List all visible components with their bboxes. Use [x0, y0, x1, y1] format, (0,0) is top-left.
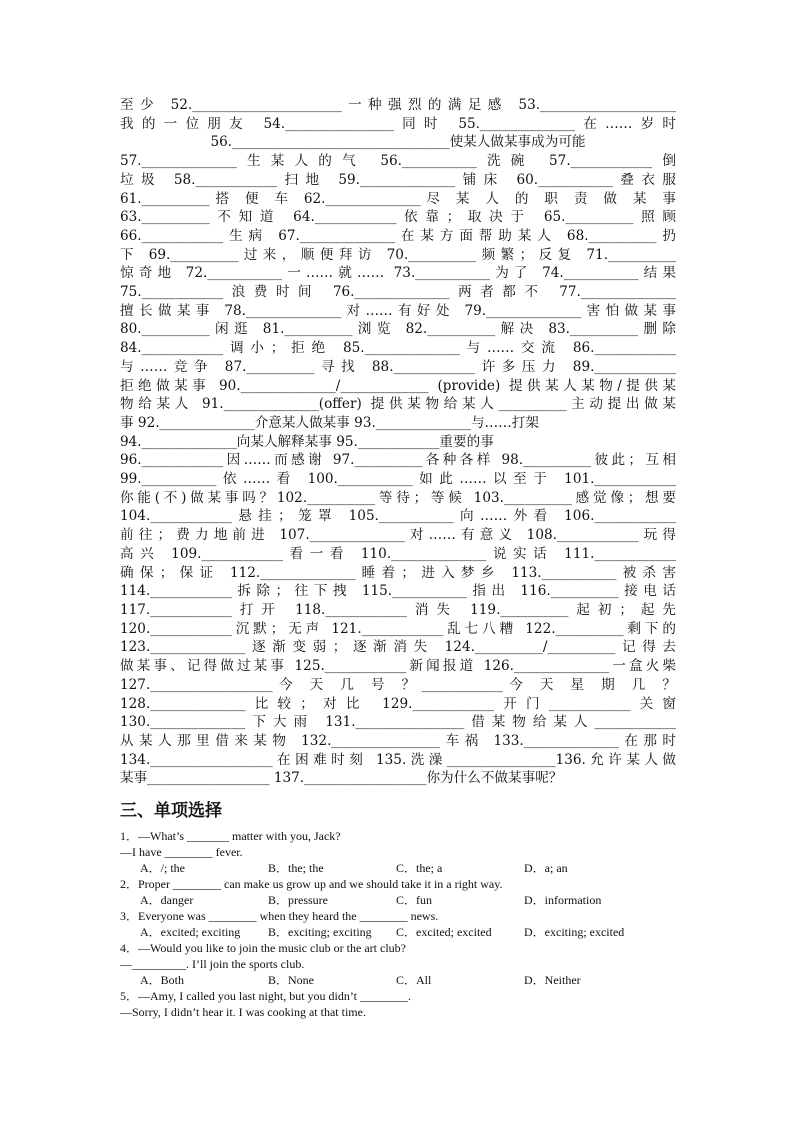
option-b[interactable]: B．None — [268, 973, 314, 987]
vocab-line: 123.______________逐渐变弱；逐渐消失 124.__________/__________记得去 — [120, 639, 676, 656]
question-4 — [120, 940, 676, 988]
vocab-line: 做某事、记得做过某事 125.____________新闻报道 126.______________一盒火柴 — [120, 658, 676, 675]
vocab-line: 某事__________________ 137.__________________你为什么不做某事呢？ — [120, 770, 563, 787]
vocab-line: 擅长做某事 78.______________对……有好处 79.______________害怕做某事 — [120, 302, 676, 319]
vocab-line: 114.____________拆除；往下拽 115.___________指出 116.__________接电话 — [120, 583, 676, 600]
question-5 — [120, 988, 676, 1020]
vocab-line: 104.____________悬挂；笼罩 105.___________向……外看 106.____________ — [120, 508, 676, 525]
vocab-line: 与……竞争 87.__________寻找 88.____________许多压力 89.____________ — [120, 358, 676, 375]
option-c[interactable]: C．All — [396, 973, 432, 987]
vocab-line: 高兴 109.____________看一看 110.______________说实话 111.____________ — [120, 545, 676, 562]
question-stem: 4．—Would you like to join the music club or the art club? — [120, 941, 406, 955]
answer-options — [120, 972, 676, 988]
vocab-line: 61.__________搭 便 车 62.______________尽 某 人 的 职 责 做 某 事 — [120, 190, 676, 207]
vocab-line: 惊奇地 72.___________一……就…… 73.___________为了 74.___________结果 — [120, 265, 676, 282]
vocab-line: 前往；费力地前进 107.______________对……有意义 108.____________玩得 — [120, 527, 676, 544]
option-a[interactable]: A．Both — [140, 973, 185, 987]
vocab-line: 128.______________比较；对比 129.____________开门____________关窗 — [120, 695, 676, 712]
vocab-line: 从某人那里借来某物 132.________________车祸 133.______________在那时 — [120, 732, 676, 749]
vocab-line: 134.__________________在困难时刻 135.洗澡________________136.允许某人做 — [120, 751, 676, 768]
vocab-line: 63.__________不知道 64.____________依靠；取决于 65.__________照顾 — [120, 209, 676, 226]
vocab-line: 至少 52.______________________一种强烈的满足感 53.____________________ — [120, 97, 676, 113]
option-a[interactable]: A．excited; exciting — [140, 925, 241, 939]
question-stem: —I have ________ fever. — [120, 845, 243, 859]
answer-options — [120, 924, 676, 940]
option-d[interactable]: D．Neither — [524, 973, 581, 987]
vocab-line: 75.____________浪费时间 76.______________两者都不 77.______________ — [120, 284, 676, 301]
question-2 — [120, 876, 676, 908]
vocab-line: 你能(不)做某事吗？102.__________等待；等候 103.__________感觉像；想要 — [120, 489, 676, 506]
vocab-line: 事 92.______________介意某人做某事 93.______________与……打架 — [120, 414, 539, 431]
option-b[interactable]: B．exciting; exciting — [268, 925, 372, 939]
vocab-line: 拒绝做某事 90.______________/_____________ (provide) 提供某人某物/提供某 — [120, 377, 676, 394]
option-c[interactable]: C．the; a — [396, 861, 443, 875]
vocab-line: 94.______________向某人解释某事 95.____________重要的事 — [120, 433, 494, 450]
multiple-choice-section — [120, 828, 676, 1020]
question-stem: 3．Everyone was ________ when they heard the ________ news. — [120, 909, 439, 923]
vocab-line: 我的一位朋友 54.________________同时 55.______________在……岁时 — [120, 115, 676, 132]
vocab-line: 117.____________打开 118.____________消失 119.__________起初；起先 — [120, 601, 676, 618]
answer-options — [120, 892, 676, 908]
vocab-line: 84.____________调小；拒绝 85.______________与……交流 86.____________ — [120, 340, 676, 357]
question-stem: —_________. I’ll join the sports club. — [120, 957, 305, 971]
vocabulary-fill-in-section — [120, 96, 676, 788]
option-d[interactable]: D．information — [524, 893, 602, 907]
vocab-line: 80.__________闲逛 81.__________浏览 82.__________解决 83.__________删除 — [120, 321, 676, 338]
vocab-line: 下 69.__________过来，顺便拜访 70.__________频繁；反复 71.__________ — [120, 246, 676, 263]
vocab-line: 66.____________生病 67.______________在某方面帮助某人 68.__________扔 — [120, 227, 676, 244]
answer-options — [120, 860, 676, 876]
option-d[interactable]: D．exciting; excited — [524, 925, 625, 939]
option-c[interactable]: C．fun — [396, 893, 433, 907]
vocab-line: 57.______________生某人的气 56.___________洗碗 57.____________倒 — [120, 153, 676, 170]
vocab-line: 130.______________下大雨 131.________________借某物给某人____________ — [120, 714, 676, 731]
vocab-line: 垃圾 58.____________扫地 59.______________铺床 60.___________叠衣服 — [120, 171, 676, 188]
option-a[interactable]: A．/; the — [140, 861, 185, 875]
vocab-line: 物给某人 91.______________(offer) 提供某物给某人__________主动提出做某 — [120, 396, 676, 413]
question-stem: 1．—What’s _______ matter with you, Jack? — [120, 829, 341, 843]
question-stem: 2．Proper ________ can make us grow up and we should take it in a right way. — [120, 877, 503, 891]
option-b[interactable]: B．the; the — [268, 861, 324, 875]
option-b[interactable]: B．pressure — [268, 893, 328, 907]
question-1 — [120, 828, 676, 876]
vocab-line: 99.___________依……看 100.___________如此……以至于 101.____________ — [120, 471, 676, 488]
option-c[interactable]: C．excited; excited — [396, 925, 492, 939]
vocab-line: 120.____________沉默；无声 121.____________乱七八糟 122.__________剩下的 — [120, 620, 676, 637]
section-title: 三、单项选择 — [120, 801, 222, 821]
vocab-line: 56.________________________________使某人做某事成为可能 — [210, 134, 586, 151]
vocab-line: 确保；保证 112.______________睡着；进入梦乡 113.___________被杀害 — [120, 564, 676, 581]
vocab-line: 96.____________因……而感谢 97.__________各种各样 98.__________彼此；互相 — [120, 452, 676, 469]
option-d[interactable]: D．a; an — [524, 861, 568, 875]
question-3 — [120, 908, 676, 940]
question-stem: 5．—Amy, I called you last night, but you didn’t ________. — [120, 989, 411, 1003]
option-a[interactable]: A．danger — [140, 893, 194, 907]
question-stem: —Sorry, I didn’t hear it. I was cooking at that time. — [120, 1005, 366, 1019]
vocab-line: 127.__________________今 天 几 号 ？____________今 天 星 期 几 ？ — [120, 676, 676, 693]
